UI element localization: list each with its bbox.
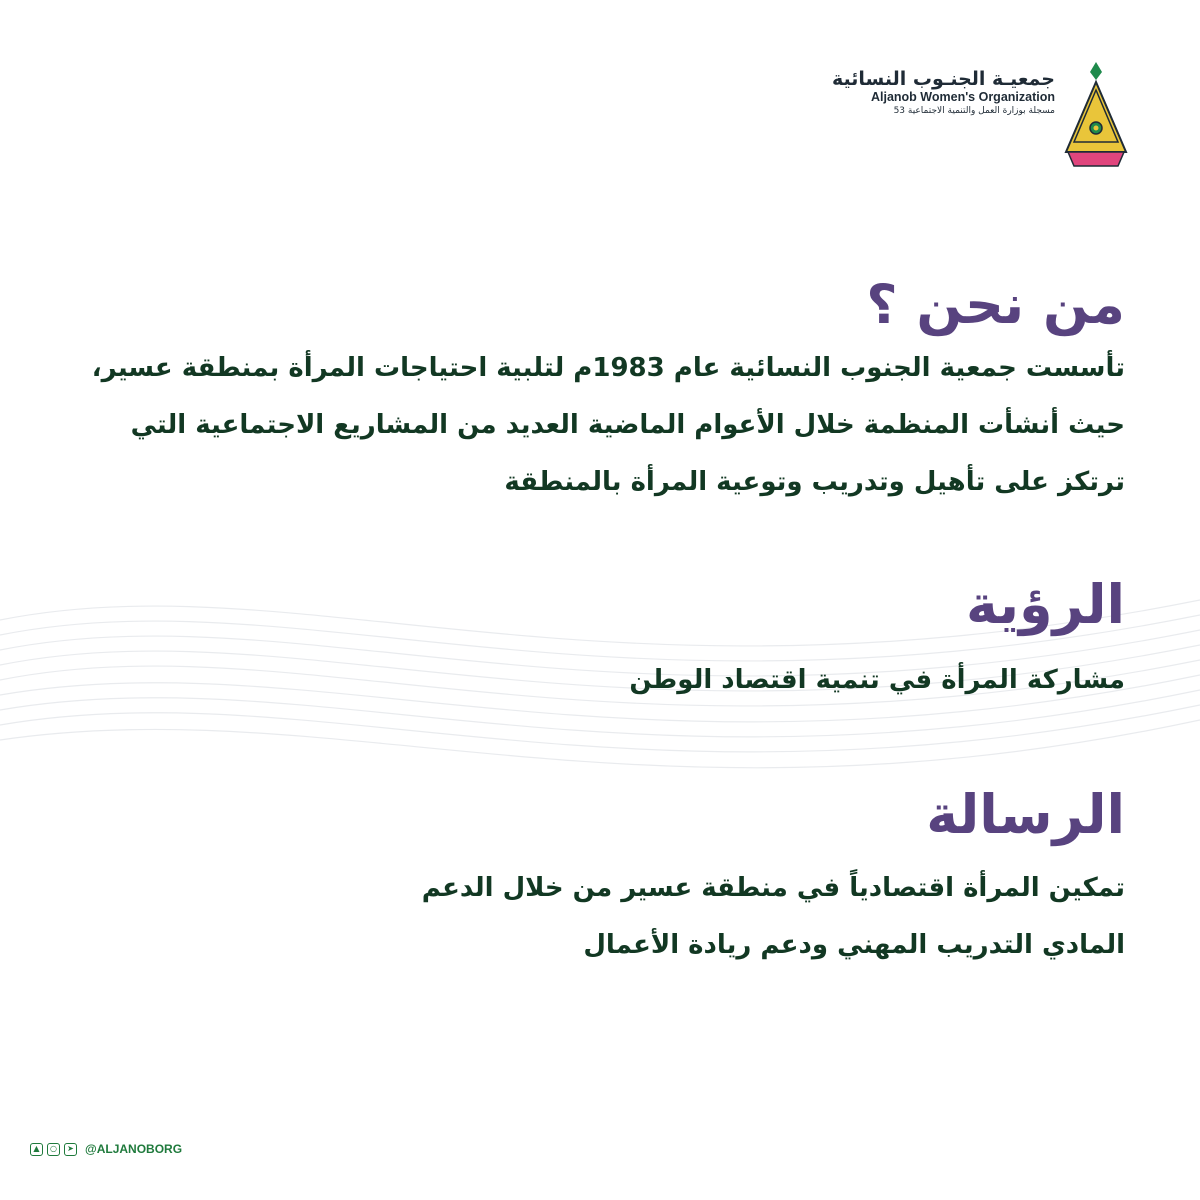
logo-registration: مسجلة بوزارة العمل والتنمية الاجتماعية 53 [893, 106, 1055, 116]
vision-section [629, 570, 1125, 709]
vision-line-1: مشاركة المرأة في تنمية اقتصاد الوطن [629, 665, 1125, 695]
mission-line-1: تمكين المرأة اقتصادياً في منطقة عسير من خلال الدعم [421, 873, 1125, 903]
about-heading: من نحن ؟ [866, 273, 1125, 336]
social-handle[interactable]: @ALJANOBORG [85, 1142, 183, 1156]
organization-logo [810, 60, 1130, 170]
logo-name-english: Aljanob Women's Organization [870, 90, 1055, 104]
about-line-1: تأسست جمعية الجنوب النسائية عام 1983م لتلبية احتياجات المرأة بمنطقة عسير، [91, 353, 1125, 383]
mission-line-2: المادي التدريب المهني ودعم ريادة الأعمال [583, 930, 1125, 960]
about-line-3: ترتكز على تأهيل وتدريب وتوعية المرأة بالمنطقة [504, 467, 1125, 497]
about-section [92, 270, 1125, 511]
instagram-icon[interactable]: ○ [47, 1143, 60, 1156]
vision-text [629, 652, 1125, 709]
vision-heading: الرؤية [966, 573, 1125, 636]
about-text [92, 340, 1125, 511]
mission-text [422, 860, 1125, 974]
about-line-2: حيث أنشأت المنظمة خلال الأعوام الماضية العديد من المشاريع الاجتماعية التي [130, 410, 1125, 440]
logo-name-arabic: جمعيـة الجنـوب النسائية [831, 68, 1055, 90]
social-footer [30, 1142, 182, 1156]
snapchat-icon[interactable]: ▲ [30, 1143, 43, 1156]
logo-mark-icon [1062, 60, 1130, 170]
mission-section [422, 780, 1125, 974]
logo-text [832, 68, 1055, 117]
mission-heading: الرسالة [926, 783, 1125, 846]
twitter-icon[interactable]: ➤ [64, 1143, 77, 1156]
